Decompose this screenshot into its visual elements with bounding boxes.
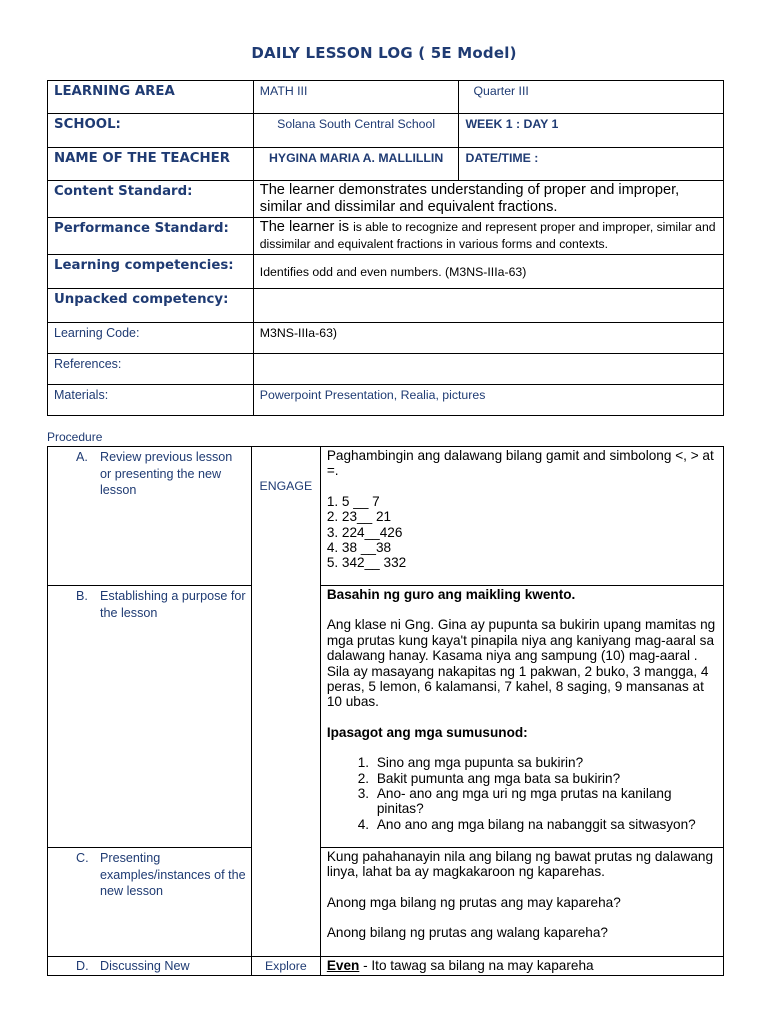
step-b-letter: B. xyxy=(76,589,88,603)
step-a-cell xyxy=(48,447,252,586)
step-d-letter: D. xyxy=(76,959,89,973)
engage-item: 3. 224__426 xyxy=(326,524,403,540)
questions-list xyxy=(327,755,717,832)
examples-cell xyxy=(320,848,723,957)
school-value: Solana South Central School xyxy=(253,114,459,148)
phase-explore: Explore xyxy=(251,957,320,976)
materials-label: Materials: xyxy=(48,385,254,416)
learning-code-label: Learning Code: xyxy=(48,323,254,354)
purpose-heading: Basahin ng guro ang maikling kwento. xyxy=(326,587,576,602)
school-label: SCHOOL: xyxy=(48,114,254,148)
content-standard-label: Content Standard: xyxy=(48,181,254,218)
questions-heading: Ipasagot ang mga sumusunod: xyxy=(326,724,528,740)
question-item: 1. Sino ang mga pupunta sa bukirin? xyxy=(373,755,717,770)
teacher-label: NAME OF THE TEACHER xyxy=(48,148,254,181)
examples-p3: Anong bilang ng prutas ang walang kapareha? xyxy=(326,925,608,941)
learning-area-label: LEARNING AREA xyxy=(48,81,254,114)
performance-standard-value xyxy=(253,218,723,255)
step-a-letter: A. xyxy=(76,450,88,464)
step-b-text: Establishing a purpose for the lesson xyxy=(100,589,246,620)
step-b-cell xyxy=(48,586,252,848)
purpose-cell xyxy=(320,586,723,848)
teacher-value: HYGINA MARIA A. MALLILLIN xyxy=(253,148,459,181)
unpacked-label: Unpacked competency: xyxy=(48,289,254,323)
question-item: 2. Bakit pumunta ang mga bata sa bukirin? xyxy=(373,771,717,786)
engage-item: 4. 38 __38 xyxy=(326,540,392,556)
even-term: Even xyxy=(326,958,360,973)
step-c-letter: C. xyxy=(76,851,89,865)
header-table xyxy=(47,80,724,416)
discussing-cell xyxy=(320,957,723,976)
engage-instruction: Paghambingin ang dalawang bilang gamit and simbolong <, > at =. xyxy=(326,448,714,479)
learning-code-value: M3NS-IIIa-63) xyxy=(253,323,723,354)
unpacked-value xyxy=(253,289,723,323)
examples-p1: Kung pahahanayin nila ang bilang ng bawat prutas ng dalawang linya, lahat ba ay magkakaroon ng kaparehas. xyxy=(326,849,714,880)
even-definition: - Ito tawag sa bilang na may kapareha xyxy=(359,958,594,973)
engage-item: 5. 342__ 332 xyxy=(326,555,407,571)
datetime-label: DATE/TIME : xyxy=(459,148,724,181)
page-title: DAILY LESSON LOG ( 5E Model) xyxy=(251,44,517,62)
competencies-value: Identifies odd and even numbers. (M3NS-IIIa-63) xyxy=(253,255,723,289)
references-label: References: xyxy=(48,354,254,385)
step-c-cell xyxy=(48,848,252,957)
step-a-text: Review previous lesson or presenting the new lesson xyxy=(100,450,233,497)
phase-engage: ENGAGE xyxy=(251,447,320,957)
purpose-story: Ang klase ni Gng. Gina ay pupunta sa bukirin upang mamitas ng mga prutas kung kaya't pinapila niya ang kaniyang mag-aaral sa dalawang hanay. Kasama niya ang sampung (10) mag-aaral . Sila ay masayang nakapitas ng 1 pakwan, 2 buko, 3 mangga, 4 peras, 5 lemon, 6 kalamansi, 7 kahel, 8 saging, 9 mansanas at 10 ubas. xyxy=(326,617,716,710)
engage-item: 2. 23__ 21 xyxy=(326,509,392,525)
engage-item: 1. 5 __ 7 xyxy=(326,493,380,509)
learning-area-value: MATH III xyxy=(253,81,459,114)
examples-p2: Anong mga bilang ng prutas ang may kapareha? xyxy=(326,894,621,910)
content-standard-value: The learner demonstrates understanding of proper and improper, similar and dissimilar and equivalent fractions. xyxy=(253,181,723,218)
performance-standard-lead: The learner is xyxy=(259,219,350,235)
question-item: 4. Ano ano ang mga bilang na nabanggit sa sitwasyon? xyxy=(373,817,717,832)
competencies-label: Learning competencies: xyxy=(48,255,254,289)
performance-standard-label: Performance Standard: xyxy=(48,218,254,255)
performance-standard-rest: is able to recognize and represent proper and improper, similar and dissimilar and equivalent fractions in various forms and contexts. xyxy=(259,220,716,251)
week-day-value: WEEK 1 : DAY 1 xyxy=(459,114,724,148)
quarter-value: Quarter III xyxy=(459,81,724,114)
engage-cell xyxy=(320,447,723,586)
step-d-text: Discussing New xyxy=(100,959,190,973)
references-value xyxy=(253,354,723,385)
step-d-cell xyxy=(48,957,252,976)
step-c-text: Presenting examples/instances of the new lesson xyxy=(100,851,246,898)
procedure-table xyxy=(47,446,724,976)
materials-value: Powerpoint Presentation, Realia, pictures xyxy=(253,385,723,416)
procedure-label: Procedure xyxy=(47,430,103,444)
question-item: 3. Ano- ano ang mga uri ng mga prutas na kanilang pinitas? xyxy=(373,786,717,817)
